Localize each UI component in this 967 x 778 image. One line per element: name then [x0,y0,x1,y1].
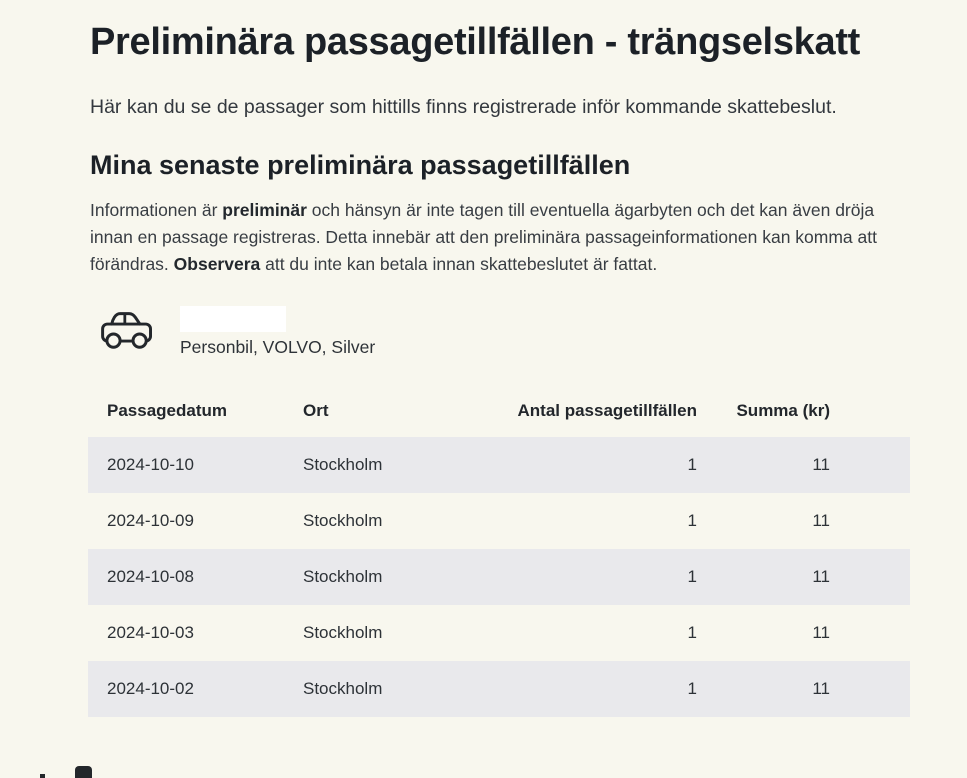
car-icon [100,306,154,350]
cell-count: 1 [687,454,697,474]
info-text-part: att du inte kan betala innan skattebeslutet är fattat. [260,253,658,274]
cell-count: 1 [687,678,697,698]
info-text-bold: preliminär [222,199,307,220]
info-text-bold: Observera [173,253,261,274]
table-row [88,437,910,493]
header-passagedatum: Passagedatum [107,401,227,421]
cell-date: 2024-10-09 [107,510,194,530]
cell-count: 1 [687,510,697,530]
cell-sum: 11 [812,454,830,474]
license-plate-redacted [180,306,286,332]
info-text [90,197,905,278]
bottom-cutoff-element [75,766,92,778]
table-header-row [88,386,910,437]
vehicle-info [180,306,375,358]
section-heading: Mina senaste preliminära passagetillfällen [90,149,631,180]
page-title: Preliminära passagetillfällen - trängselskatt [90,21,861,63]
cell-date: 2024-10-03 [107,622,194,642]
info-text-part: Informationen är [90,199,223,220]
bottom-cutoff-speck [40,774,45,778]
cell-date: 2024-10-10 [107,454,194,474]
cell-city: Stockholm [303,678,383,698]
cell-sum: 11 [812,622,830,642]
cell-sum: 11 [812,678,830,698]
vehicle-summary [100,306,905,357]
table-row [88,549,910,605]
cell-city: Stockholm [303,454,383,474]
passages-table [88,386,910,717]
header-antal: Antal passagetillfällen [517,401,697,421]
table-row [88,493,910,549]
vehicle-description: Personbil, VOLVO, Silver [180,336,376,357]
cell-sum: 11 [812,566,830,586]
table-row [88,661,910,717]
cell-date: 2024-10-02 [107,678,194,698]
cell-city: Stockholm [303,566,383,586]
info-text-part: och hänsyn är inte tagen till eventuella ägarbyten och det kan även dröja innan en passage registreras. Detta innebär att den preliminära passageinformationen kan komma att förändras. [90,199,877,274]
header-ort: Ort [303,401,329,421]
cell-count: 1 [687,566,697,586]
cell-sum: 11 [812,510,830,530]
header-summa: Summa (kr) [736,401,830,421]
cell-date: 2024-10-08 [107,566,194,586]
cell-city: Stockholm [303,622,383,642]
intro-text: Här kan du se de passager som hittills finns registrerade inför kommande skattebeslut. [90,96,837,119]
cell-count: 1 [687,622,697,642]
table-row [88,605,910,661]
cell-city: Stockholm [303,510,383,530]
